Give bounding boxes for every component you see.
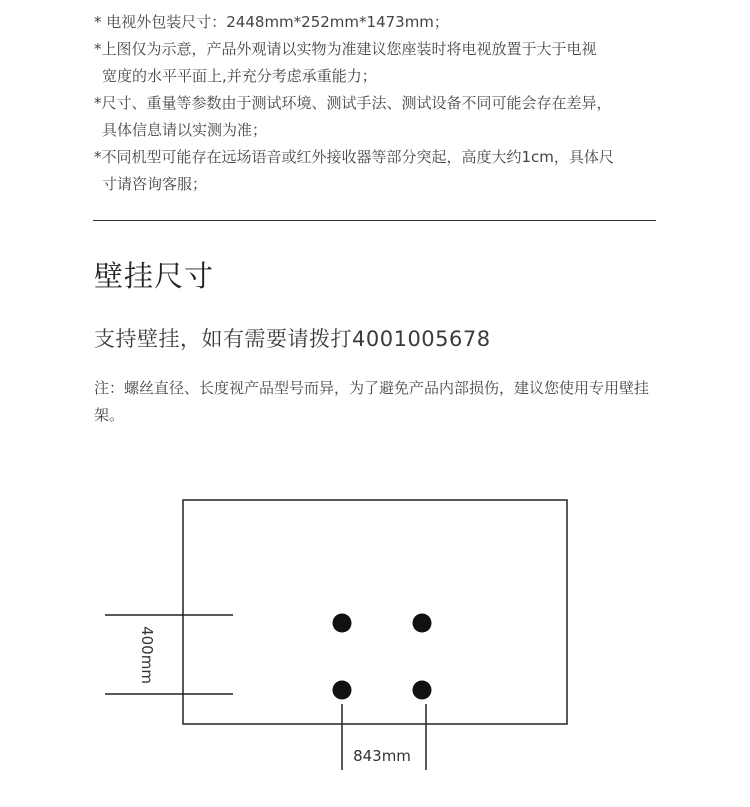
note-item	[94, 90, 664, 144]
mount-hole-top-left	[333, 614, 352, 633]
note-text-continued: 寸请咨询客服；	[102, 175, 208, 193]
mount-hole-bottom-left	[333, 681, 352, 700]
section-divider	[93, 220, 656, 221]
mount-hole-top-right	[413, 614, 432, 633]
tv-back-outline	[183, 500, 567, 724]
wall-mount-subtitle: 支持壁挂，如有需要请拨打4001005678	[94, 327, 491, 351]
note-item	[94, 36, 664, 90]
note-text: *尺寸、重量等参数由于测试环境、测试手法、测试设备不同可能会存在差异，	[94, 94, 612, 112]
section-title: 壁挂尺寸	[94, 259, 215, 293]
note-text-continued: 宽度的水平平面上,并充分考虑承重能力；	[102, 67, 377, 85]
note-item	[94, 9, 664, 36]
notes-list	[94, 9, 664, 198]
wall-mount-footnote: 注：螺丝直径、长度视产品型号而异，为了避免产品内部损伤，建议您使用专用壁挂架。	[94, 379, 650, 424]
horizontal-dimension-label: 843mm	[353, 747, 411, 765]
note-text: * 电视外包装尺寸：2448mm*252mm*1473mm；	[94, 13, 449, 31]
note-text: *不同机型可能存在远场语音或红外接收器等部分突起，高度大约1cm，具体尺	[94, 148, 614, 166]
vertical-dimension-label: 400mm	[138, 626, 156, 684]
mount-hole-bottom-right	[413, 681, 432, 700]
note-text: *上图仅为示意，产品外观请以实物为准建议您座装时将电视放置于大于电视	[94, 40, 597, 58]
note-text-continued: 具体信息请以实测为准；	[102, 121, 268, 139]
note-item	[94, 144, 664, 198]
